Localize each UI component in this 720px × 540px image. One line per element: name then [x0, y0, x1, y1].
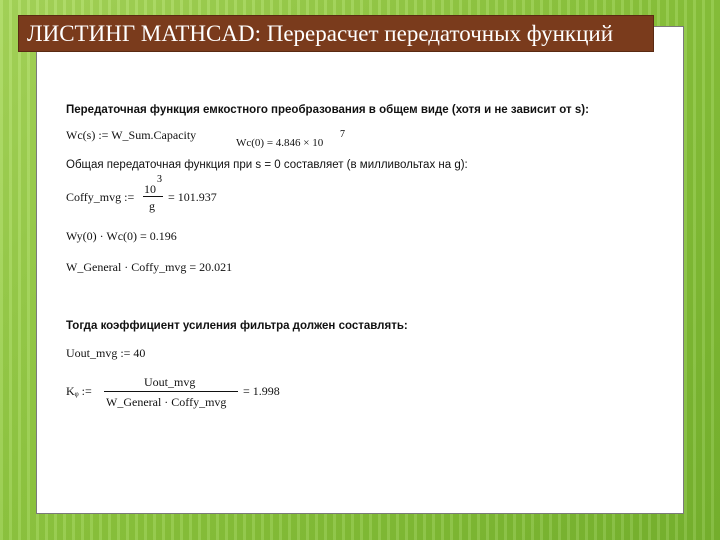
coffy-numerator: 10 — [144, 182, 156, 196]
uout-definition: Uout_mvg := 40 — [66, 346, 146, 360]
kp-denominator: W_General · Coffy_mvg — [106, 395, 227, 409]
coffy-lhs: Coffy_mvg := — [66, 190, 135, 204]
wc0-result — [236, 137, 323, 149]
coffy-fraction-line — [143, 196, 163, 197]
slide-title: ЛИСТИНГ MATHCAD: Перерасчет передаточных функций — [18, 15, 654, 52]
coffy-numerator-exponent: 3 — [157, 174, 162, 185]
wc0-exponent: 7 — [340, 129, 345, 140]
coffy-result: = 101.937 — [168, 190, 217, 204]
text-general-transfer: Общая передаточная функция при s = 0 составляет (в милливольтах на g): — [66, 159, 468, 171]
kp-fraction-line — [104, 391, 238, 392]
kp-numerator: Uout_mvg — [144, 375, 196, 389]
kp-lhs: Kᵩ := — [66, 384, 92, 398]
coffy-denominator: g — [149, 199, 155, 213]
heading-general-transfer: Передаточная функция емкостного преобразования в общем виде (хотя и не зависит от s): — [66, 104, 589, 116]
kp-result: = 1.998 — [243, 384, 280, 398]
wy-wc-product: Wy(0) · Wc(0) = 0.196 — [66, 229, 177, 243]
wc-definition: Wc(s) := W_Sum.Capacity — [66, 128, 197, 142]
heading-filter-gain: Тогда коэффициент усиления фильтра должен составлять: — [66, 320, 408, 332]
wc0-value: Wc(0) = 4.846 × 10 — [236, 137, 324, 149]
wgeneral-coffy-product: W_General · Coffy_mvg = 20.021 — [66, 260, 233, 274]
